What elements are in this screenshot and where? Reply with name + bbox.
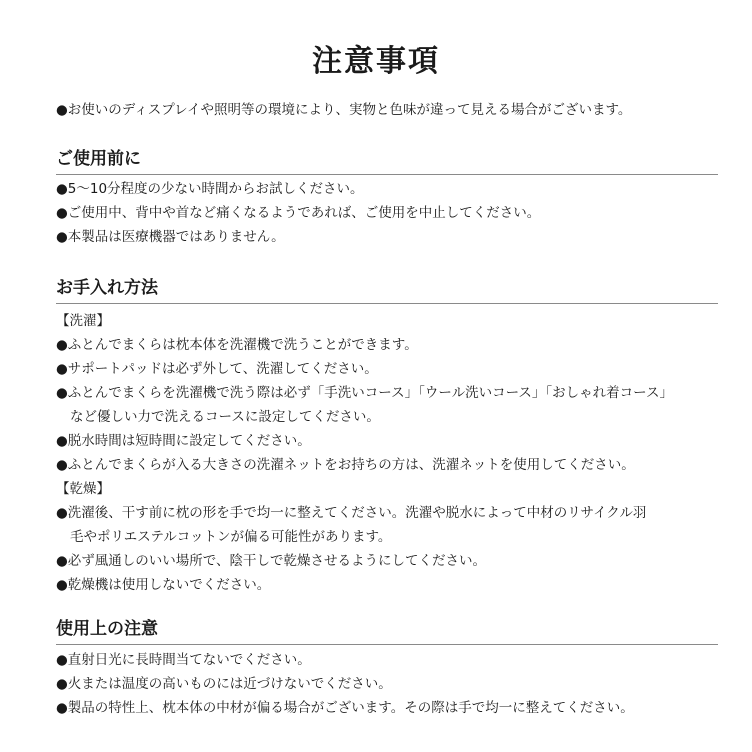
list-item: ●5～10分程度の少ない時間からお試しください。	[56, 181, 364, 197]
list-item: ●サポートパッドは必ず外して、洗濯してください。	[56, 361, 378, 377]
subsection-label-drying: 【乾燥】	[56, 481, 110, 497]
section-usage-cautions-list	[56, 648, 726, 720]
list-item: ●本製品は医療機器ではありません。	[56, 229, 285, 245]
intro-note: ●お使いのディスプレイや照明等の環境により、実物と色味が違って見える場合がございます。	[56, 102, 632, 118]
section-heading-usage-cautions: 使用上の注意	[56, 614, 718, 645]
section-heading-before-use: ご使用前に	[56, 144, 718, 175]
list-item: ●ご使用中、背中や首など痛くなるようであれば、ご使用を中止してください。	[56, 205, 541, 221]
subsection-label-washing: 【洗濯】	[56, 313, 110, 329]
list-item: ●乾燥機は使用しないでください。	[56, 577, 271, 593]
list-item: ●ふとんでまくらは枕本体を洗濯機で洗うことができます。	[56, 337, 418, 353]
list-item-continuation: など優しい力で洗えるコースに設定してください。	[70, 409, 380, 425]
section-care-list	[56, 309, 726, 597]
list-item: ●必ず風通しのいい場所で、陰干しで乾燥させるようにしてください。	[56, 553, 487, 569]
list-item: ●洗濯後、干す前に枕の形を手で均一に整えてください。洗濯や脱水によって中材のリサイクル羽	[56, 505, 647, 521]
list-item: ●直射日光に長時間当てないでください。	[56, 652, 311, 668]
list-item: ●製品の特性上、枕本体の中材が偏る場合がございます。その際は手で均一に整えてください。	[56, 700, 634, 716]
section-before-use-list	[56, 177, 726, 249]
list-item: ●ふとんでまくらを洗濯機で洗う際は必ず「手洗いコース」「ウール洗いコース」「おしゃれ着コース」	[56, 385, 673, 401]
list-item: ●脱水時間は短時間に設定してください。	[56, 433, 311, 449]
section-heading-care: お手入れ方法	[56, 273, 718, 304]
list-item-continuation: 毛やポリエステルコットンが偏る可能性があります。	[70, 529, 392, 545]
page-title: 注意事項	[312, 44, 440, 79]
list-item: ●ふとんでまくらが入る大きさの洗濯ネットをお持ちの方は、洗濯ネットを使用してください。	[56, 457, 635, 473]
list-item: ●火または温度の高いものには近づけないでください。	[56, 676, 392, 692]
